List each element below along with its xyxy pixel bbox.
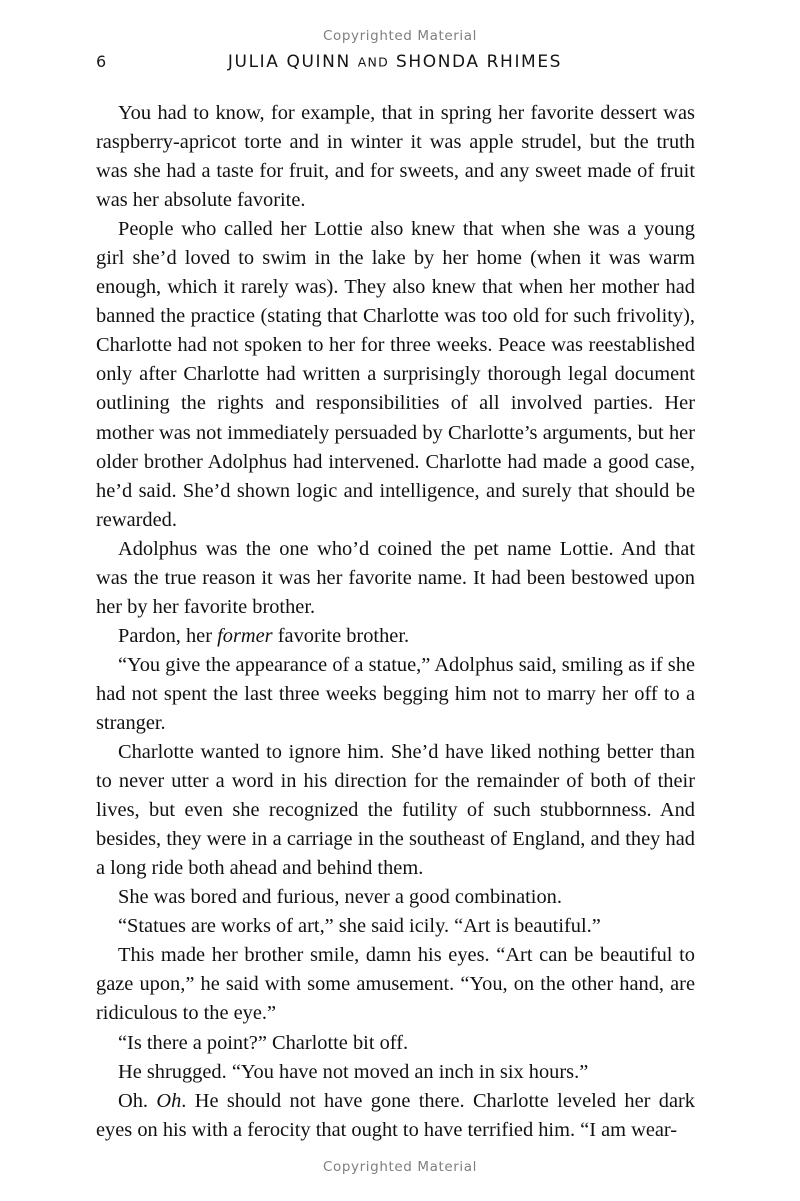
paragraph-text-after: . He should not have gone there. Charlotte leveled her dark eyes on his with a ferocity that ought to have terrified him. “I am wear- (96, 1089, 695, 1141)
copyright-watermark-bottom: Copyrighted Material (323, 1159, 477, 1175)
paragraph: Charlotte wanted to ignore him. She’d have liked nothing better than to never utter a word in his direction for the remainder of both of their lives, but even she recognized the futility of such stubbornness. And besides, they were in a carriage in the southeast of England, and they had a long ride both ahead and behind them. (96, 741, 695, 880)
running-title-author-two: SHONDA RHIMES (395, 52, 563, 72)
running-title (96, 50, 694, 75)
paragraph: This made her brother smile, damn his eyes. “Art can be beautiful to gaze upon,” he said with some amusement. “You, on the other hand, are ridiculous to the eye.” (96, 944, 695, 1025)
paragraph: “You give the appearance of a statue,” Adolphus said, smiling as if she had not spent the last three weeks begging him not to marry her off to a stranger. (96, 653, 695, 734)
paragraph: He shrugged. “You have not moved an inch in six hours.” (118, 1060, 589, 1083)
paragraph-text-before: Oh. (118, 1089, 157, 1112)
paragraph-text-before: Pardon, her (118, 624, 218, 647)
page-number: 6 (96, 52, 107, 71)
copyright-watermark-top: Copyrighted Material (323, 28, 477, 44)
emphasized-word: Oh (156, 1089, 182, 1112)
emphasized-word: former (217, 624, 273, 647)
paragraph: “Statues are works of art,” she said icily. “Art is beautiful.” (118, 915, 601, 938)
paragraph: Adolphus was the one who’d coined the pet name Lottie. And that was the true reason it was her favorite name. It had been bestowed upon her by her favorite brother. (96, 537, 695, 618)
paragraph-text-after: favorite brother. (272, 624, 410, 647)
paragraph: “Is there a point?” Charlotte bit off. (118, 1031, 409, 1054)
paragraph (96, 622, 695, 651)
body-text (96, 99, 695, 1145)
paragraph (96, 1087, 695, 1145)
paragraph: People who called her Lottie also knew that when she was a young girl she’d loved to swim in the lake by her home (when it was warm enough, which it rarely was). They also knew that when her mother had banned the practice (stating that Charlotte was too old for such frivolity), Charlotte had not spoken to her for three weeks. Peace was reestablished only after Charlotte had written a surprisingly thorough legal document outlining the rights and responsibilities of all involved parties. Her mother was not immediately persuaded by Charlotte’s arguments, but her older brother Adolphus had intervened. Charlotte had made a good case, he’d said. She’d shown logic and intelligence, and surely that should be rewarded. (96, 218, 695, 531)
running-head (96, 50, 694, 74)
running-title-conjunction: AND (357, 54, 389, 70)
running-title-author-one: JULIA QUINN (227, 52, 351, 72)
paragraph: She was bored and furious, never a good combination. (118, 886, 562, 909)
paragraph: You had to know, for example, that in spring her favorite dessert was raspberry-apricot torte and in winter it was apple strudel, but the truth was she had a taste for fruit, and for sweets, and any sweet made of fruit was her absolute favorite. (96, 102, 695, 212)
